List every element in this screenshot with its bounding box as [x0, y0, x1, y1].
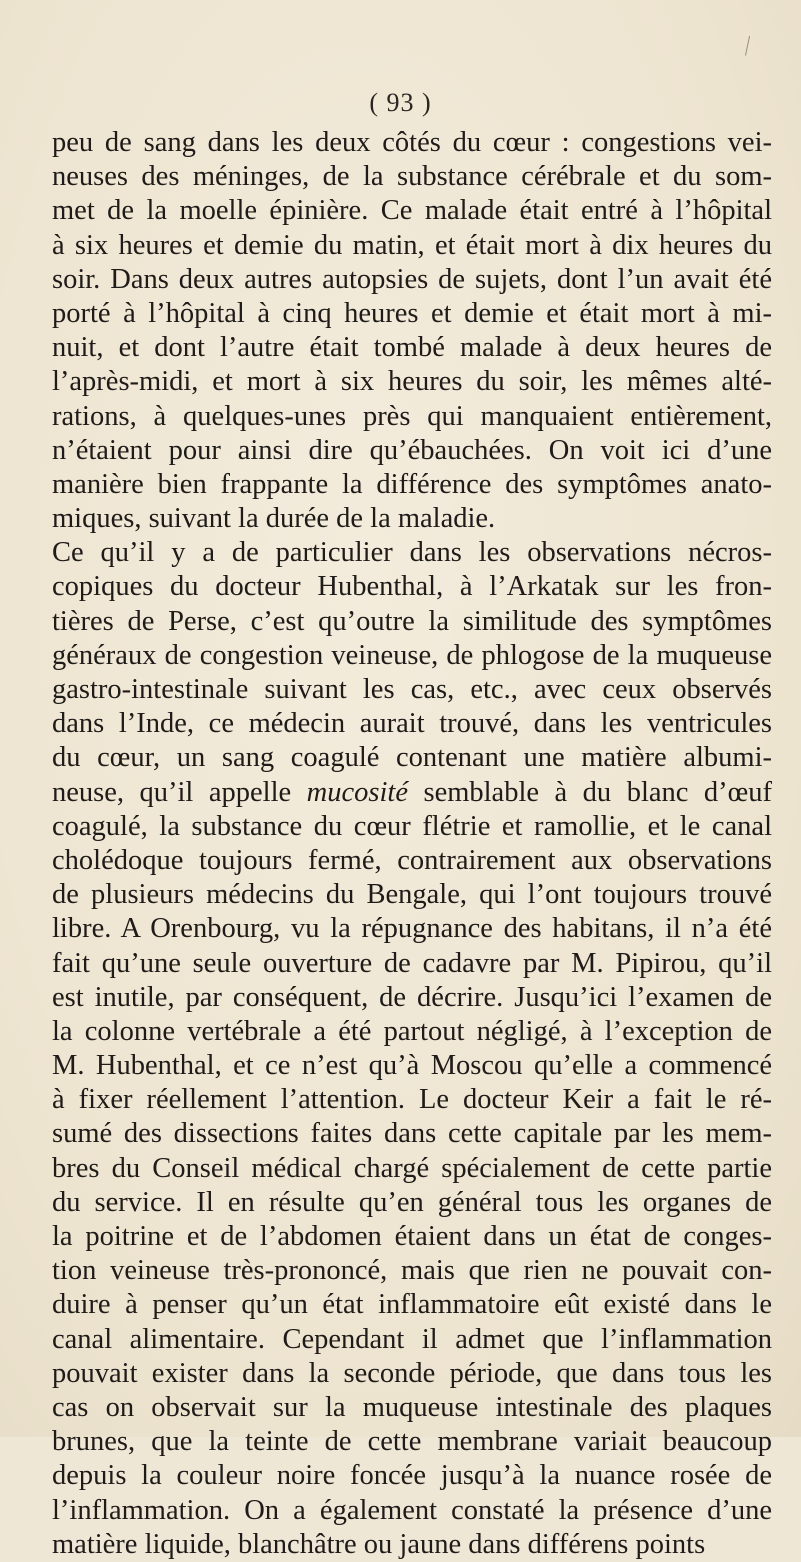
- text-line: sumé des dissections faites dans cette capitale par les mem-: [52, 1118, 772, 1150]
- text-line: de plusieurs médecins du Bengale, qui l’ont toujours trouvé: [52, 879, 772, 911]
- text-line: la colonne vertébrale a été partout négligé, à l’exception de: [52, 1015, 772, 1047]
- text-line: met de la moelle épinière. Ce malade était entré à l’hôpital: [52, 195, 772, 227]
- text-line: porté à l’hôpital à cinq heures et demie et était mort à mi-: [52, 297, 772, 329]
- text-line: à six heures et demie du matin, et était mort à dix heures du: [52, 229, 772, 261]
- text-line: fait qu’une seule ouverture de cadavre par M. Pipirou, qu’il: [52, 947, 772, 979]
- text-line: canal alimentaire. Cependant il admet que l’inflammation: [52, 1323, 772, 1355]
- text-line: libre. A Orenbourg, vu la répugnance des habitans, il n’a été: [52, 913, 772, 945]
- text-line: pouvait exister dans la seconde période, que dans tous les: [52, 1357, 772, 1389]
- text-line: coagulé, la substance du cœur flétrie et ramollie, et le canal: [52, 810, 772, 842]
- text-line: matière liquide, blanchâtre ou jaune dans différens points: [52, 1528, 706, 1560]
- text-line: cholédoque toujours fermé, contrairement aux observations: [52, 844, 772, 876]
- body-text: [52, 126, 772, 1562]
- text-line: miques, suivant la durée de la maladie.: [52, 503, 496, 535]
- text-line: brunes, que la teinte de cette membrane variait beaucoup: [52, 1426, 772, 1458]
- text-line: est inutile, par conséquent, de décrire. Jusqu’ici l’examen de: [52, 981, 772, 1013]
- text-line: nuit, et dont l’autre était tombé malade à deux heures de: [52, 332, 772, 364]
- text-line: duire à penser qu’un état inflammatoire eût existé dans le: [52, 1289, 772, 1321]
- text-line: manière bien frappante la différence des symptômes anato-: [52, 468, 772, 500]
- text-line: Ce qu’il y a de particulier dans les observations nécros-: [52, 537, 772, 569]
- text-line: la poitrine et de l’abdomen étaient dans un état de conges-: [52, 1221, 772, 1252]
- text-line: généraux de congestion veineuse, de phlogose de la muqueuse: [52, 639, 772, 671]
- text-line: tion veineuse très-prononcé, mais que rien ne pouvait con-: [52, 1255, 772, 1287]
- text-line: du service. Il en résulte qu’en général tous les organes de: [52, 1186, 772, 1218]
- text-line: soir. Dans deux autres autopsies de sujets, dont l’un avait été: [52, 263, 772, 295]
- text-line: dans l’Inde, ce médecin aurait trouvé, dans les ventricules: [52, 708, 772, 740]
- text-line: à fixer réellement l’attention. Le docteur Keir a fait le ré-: [52, 1084, 772, 1116]
- text-line: du cœur, un sang coagulé contenant une matière albumi-: [52, 742, 772, 774]
- text-line: copiques du docteur Hubenthal, à l’Arkatak sur les fron-: [52, 571, 772, 603]
- text-line: depuis la couleur noire foncée jusqu’à la nuance rosée de: [52, 1460, 772, 1492]
- text-line: neuse, qu’il appelle mucosité semblable à du blanc d’œuf: [52, 776, 772, 808]
- text-line: n’étaient pour ainsi dire qu’ébauchées. On voit ici d’une: [52, 434, 772, 466]
- emphasized-word: mucosité: [306, 776, 408, 808]
- text-line: tières de Perse, c’est qu’outre la similitude des symptômes: [52, 605, 772, 637]
- text-line: cas on observait sur la muqueuse intestinale des plaques: [52, 1391, 772, 1423]
- text-line: gastro-intestinale suivant les cas, etc., avec ceux observés: [52, 674, 772, 705]
- text-line: bres du Conseil médical chargé spécialement de cette partie: [52, 1152, 772, 1184]
- margin-pencil-mark: [745, 36, 753, 56]
- text-line: l’inflammation. On a également constaté la présence d’une: [52, 1494, 772, 1526]
- text-line: peu de sang dans les deux côtés du cœur : congestions vei-: [52, 127, 772, 158]
- text-line: l’après-midi, et mort à six heures du soir, les mêmes alté-: [52, 366, 772, 398]
- text-line: rations, à quelques-unes près qui manquaient entièrement,: [52, 400, 772, 432]
- page-number: ( 93 ): [369, 88, 432, 117]
- text-line: M. Hubenthal, et ce n’est qu’à Moscou qu’elle a commencé: [52, 1050, 772, 1082]
- text-line: neuses des méninges, de la substance cérébrale et du som-: [52, 161, 772, 193]
